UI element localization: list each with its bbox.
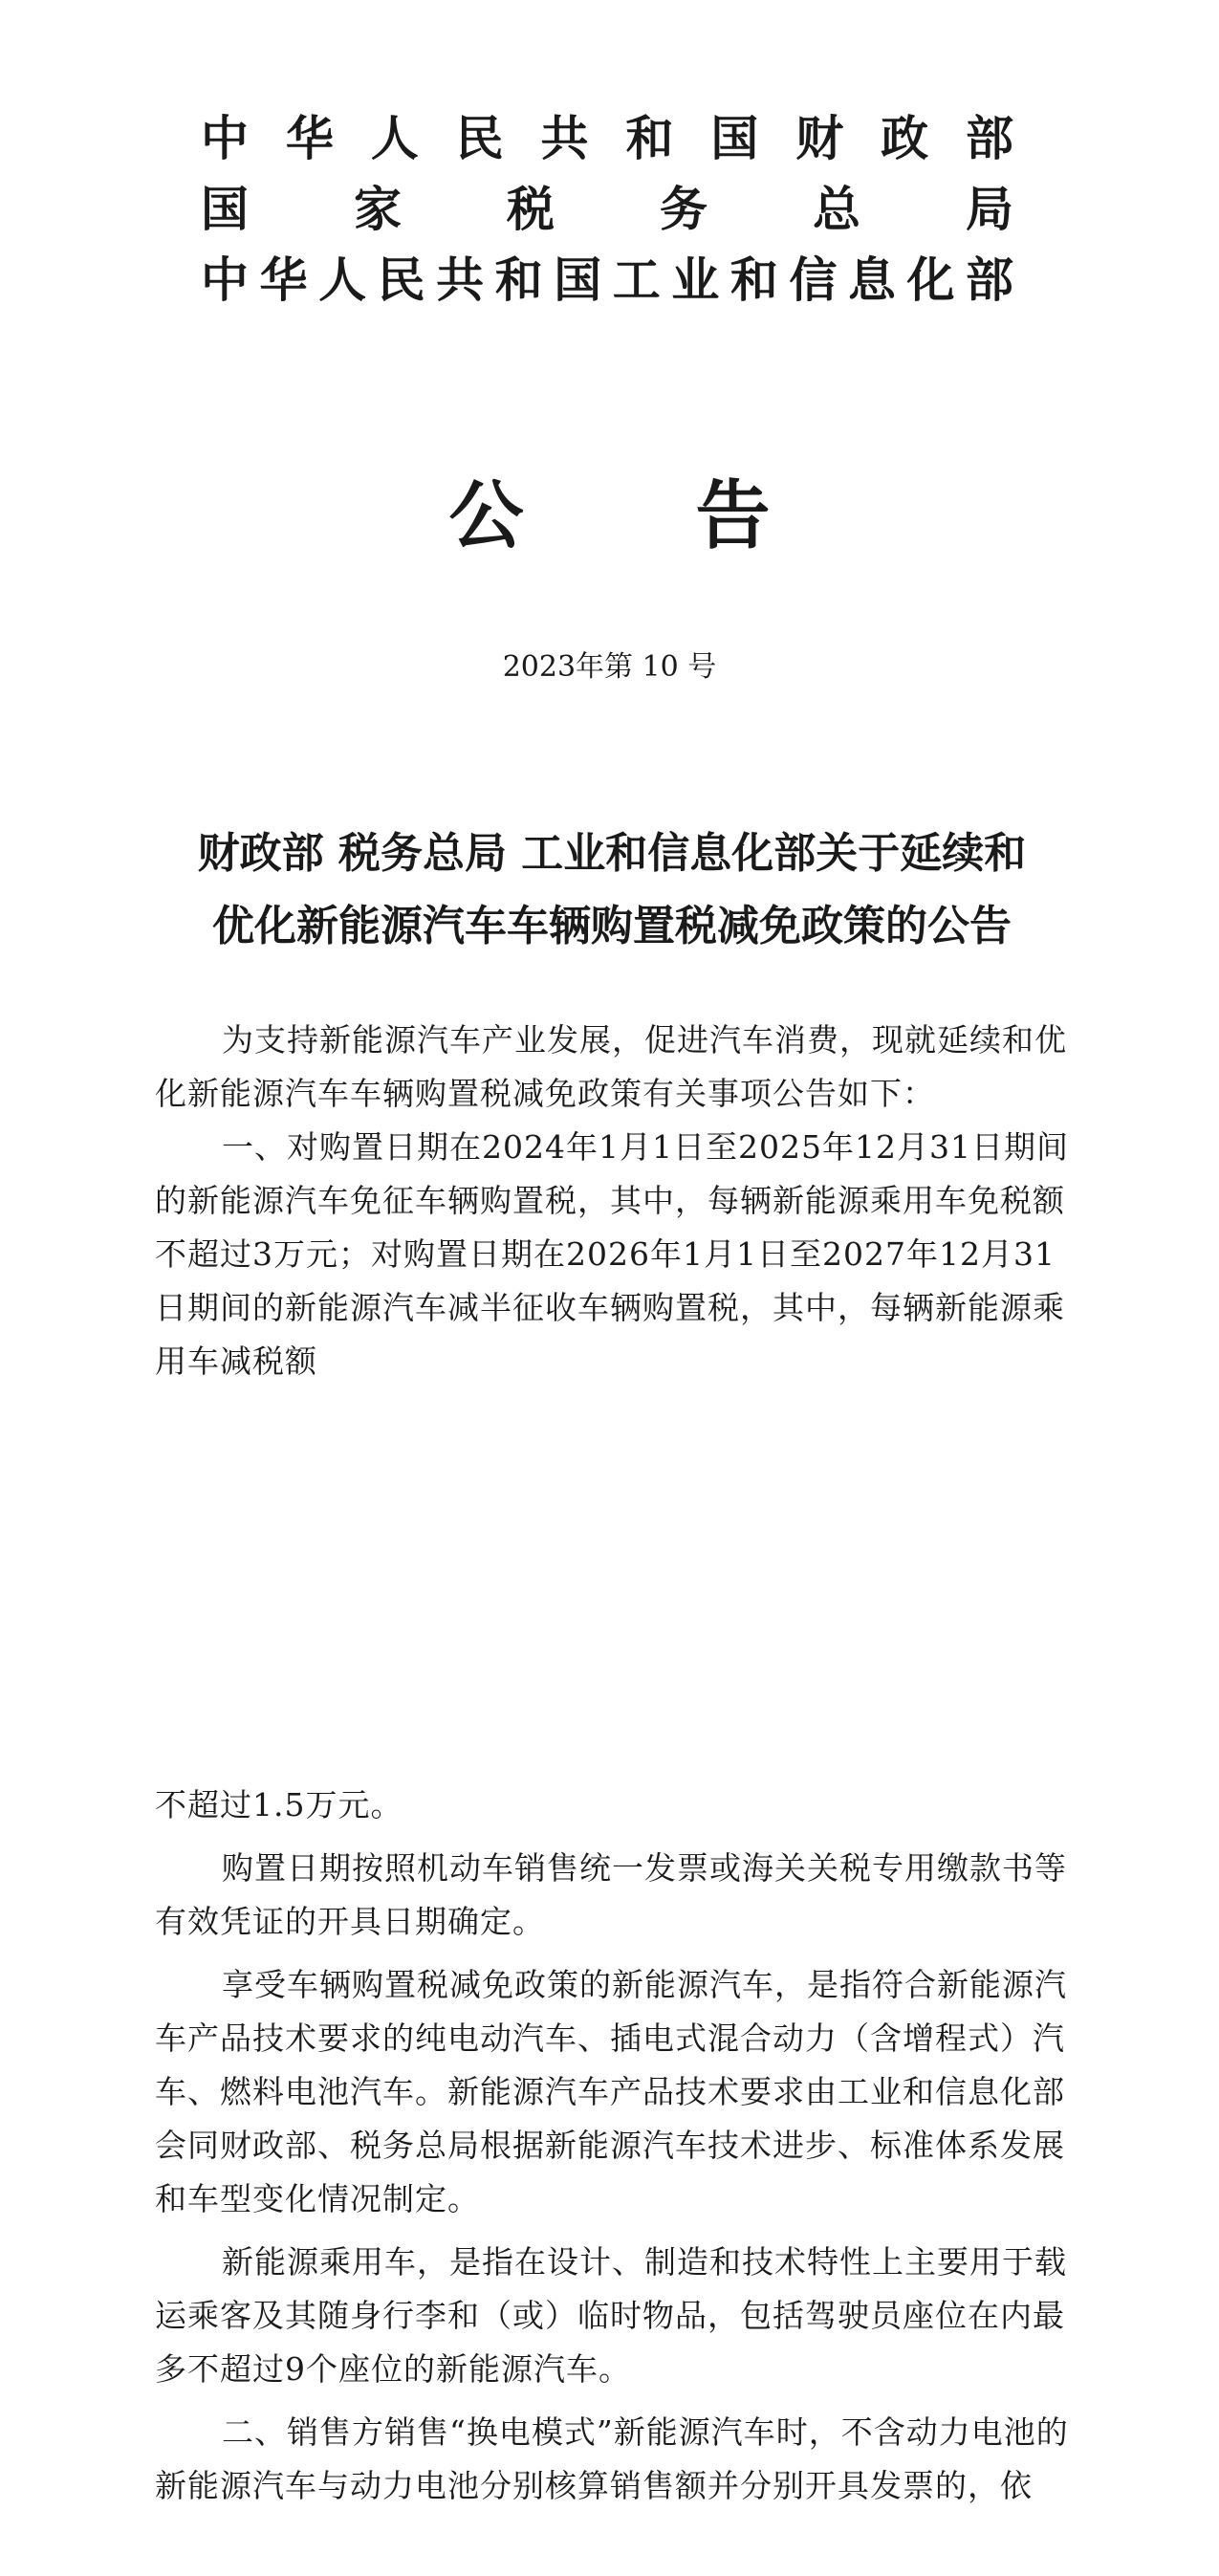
title-line-2: 优化新能源汽车车辆购置税减免政策的公告 xyxy=(212,902,1012,950)
item-1-paragraph: 一、对购置日期在2024年1月1日至2025年12月31日期间的新能源汽车免征车辆购置税，其中，每辆新能源乘用车免税额不超过3万元；对购置日期在2026年1月1日至2027年12月31日期间的新能源汽车减半征收车辆购置税，其中，每辆新能源乘用车减税额 xyxy=(155,1128,1069,1380)
announcement-title xyxy=(115,818,1109,963)
body-section-bottom xyxy=(155,1779,1075,2522)
purchase-date-rule: 购置日期按照机动车销售统一发票或海关关税专用缴款书等有效凭证的开具日期确定。 xyxy=(155,1849,1067,1940)
document-type-heading: 公告 xyxy=(448,472,943,559)
document-number: 2023年第 10 号 xyxy=(502,650,717,684)
issuing-authorities xyxy=(201,103,1013,316)
nev-definition: 享受车辆购置税减免政策的新能源汽车，是指符合新能源汽车产品技术要求的纯电动汽车、插电式混合动力（含增程式）汽车、燃料电池汽车。新能源汽车产品技术要求由工业和信息化部会同财政部、税务总局根据新能源汽车技术进步、标准体系发展和车型变化情况制定。 xyxy=(155,1966,1067,2217)
intro-paragraph: 为支持新能源汽车产业发展，促进汽车消费，现就延续和优化新能源汽车车辆购置税减免政策有关事项公告如下： xyxy=(155,1021,1067,1112)
passenger-vehicle-definition: 新能源乘用车，是指在设计、制造和技术特性上主要用于载运乘客及其随身行李和（或）临时物品，包括驾驶员座位在内最多不超过9个座位的新能源汽车。 xyxy=(155,2243,1067,2388)
item-1-continuation: 不超过1.5万元。 xyxy=(155,1786,403,1823)
page-cutoff xyxy=(0,2519,1219,2576)
blank-gap xyxy=(0,1434,1219,1759)
item-2-paragraph: 二、销售方销售“换电模式”新能源汽车时，不含动力电池的新能源汽车与动力电池分别核算销售额并分别开具发票的，依 xyxy=(155,2413,1069,2504)
body-section-top xyxy=(155,1014,1075,1388)
title-line-1: 财政部 税务总局 工业和信息化部关于延续和 xyxy=(197,829,1027,878)
issuer-ministry-of-finance: 中华人民共和国财政部 xyxy=(201,110,1013,166)
issuer-state-taxation-administration: 国家税务总局 xyxy=(201,181,1013,237)
issuer-miit: 中华人民共和国工业和信息化部 xyxy=(201,251,1013,308)
